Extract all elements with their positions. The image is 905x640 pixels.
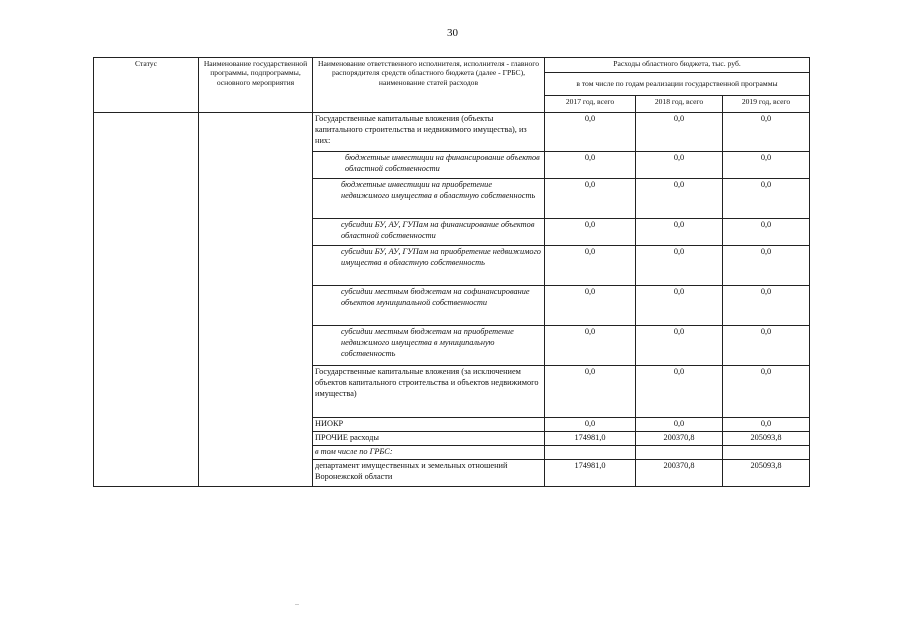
value-2019: 0,0 — [723, 366, 810, 418]
row-label: департамент имущественных и земельных отношений Воронежской области — [313, 459, 545, 486]
row-label: Государственные капитальные вложения (объекты капитального строительства и недвижимого имущества), из них: — [313, 113, 545, 152]
header-expenses: Расходы областного бюджета, тыс. руб. — [545, 58, 810, 73]
program-name-cell — [199, 113, 313, 487]
header-status: Статус — [94, 58, 199, 113]
value-2019 — [723, 445, 810, 459]
value-2017: 174981,0 — [545, 459, 636, 486]
table-header-row — [94, 58, 810, 73]
value-2019: 0,0 — [723, 179, 810, 219]
value-2019: 0,0 — [723, 113, 810, 152]
value-2018: 0,0 — [636, 113, 723, 152]
budget-table — [93, 57, 810, 487]
value-2018: 200370,8 — [636, 459, 723, 486]
value-2019: 0,0 — [723, 418, 810, 432]
value-2019: 205093,8 — [723, 459, 810, 486]
value-2019: 0,0 — [723, 219, 810, 246]
header-year-2017: 2017 год, всего — [545, 96, 636, 113]
value-2017 — [545, 445, 636, 459]
row-label: НИОКР — [313, 418, 545, 432]
value-2018: 0,0 — [636, 179, 723, 219]
value-2017: 0,0 — [545, 113, 636, 152]
value-2018: 0,0 — [636, 286, 723, 326]
row-label: ПРОЧИЕ расходы — [313, 431, 545, 445]
value-2017: 0,0 — [545, 418, 636, 432]
value-2017: 0,0 — [545, 179, 636, 219]
header-year-2018: 2018 год, всего — [636, 96, 723, 113]
row-label: субсидии БУ, АУ, ГУПам на финансирование объектов областной собственности — [313, 219, 545, 246]
value-2019: 0,0 — [723, 326, 810, 366]
row-label: субсидии БУ, АУ, ГУПам на приобретение недвижимого имущества в областную собственность — [313, 246, 545, 286]
value-2017: 0,0 — [545, 219, 636, 246]
value-2018: 0,0 — [636, 246, 723, 286]
value-2018: 0,0 — [636, 152, 723, 179]
value-2018: 0,0 — [636, 366, 723, 418]
value-2019: 0,0 — [723, 246, 810, 286]
header-executor: Наименование ответственного исполнителя, исполнителя - главного распорядителя средств областного бюджета (далее - ГРБС), наименование статей расходов — [313, 58, 545, 113]
value-2017: 0,0 — [545, 286, 636, 326]
row-label: бюджетные инвестиции на финансирование объектов областной собственности — [313, 152, 545, 179]
value-2018: 0,0 — [636, 418, 723, 432]
value-2017: 0,0 — [545, 326, 636, 366]
value-2018: 200370,8 — [636, 431, 723, 445]
header-by-years: в том числе по годам реализации государственной программы — [545, 73, 810, 96]
value-2019: 0,0 — [723, 286, 810, 326]
value-2018 — [636, 445, 723, 459]
row-label: бюджетные инвестиции на приобретение недвижимого имущества в областную собственность — [313, 179, 545, 219]
value-2017: 0,0 — [545, 246, 636, 286]
value-2018: 0,0 — [636, 219, 723, 246]
page-number: 30 — [447, 27, 458, 39]
header-program-name: Наименование государственной программы, подпрограммы, основного мероприятия — [199, 58, 313, 113]
status-cell — [94, 113, 199, 487]
value-2019: 0,0 — [723, 152, 810, 179]
row-label: субсидии местным бюджетам на приобретение недвижимого имущества в муниципальную собственность — [313, 326, 545, 366]
table-row — [94, 113, 810, 152]
value-2017: 0,0 — [545, 152, 636, 179]
row-label: Государственные капитальные вложения (за исключением объектов капитального строительства и объектов недвижимого имущества) — [313, 366, 545, 418]
value-2019: 205093,8 — [723, 431, 810, 445]
value-2017: 174981,0 — [545, 431, 636, 445]
scan-artifact — [295, 604, 299, 605]
header-year-2019: 2019 год, всего — [723, 96, 810, 113]
value-2018: 0,0 — [636, 326, 723, 366]
value-2017: 0,0 — [545, 366, 636, 418]
row-label: субсидии местным бюджетам на софинансирование объектов муниципальной собственности — [313, 286, 545, 326]
row-label: в том числе по ГРБС: — [313, 445, 545, 459]
